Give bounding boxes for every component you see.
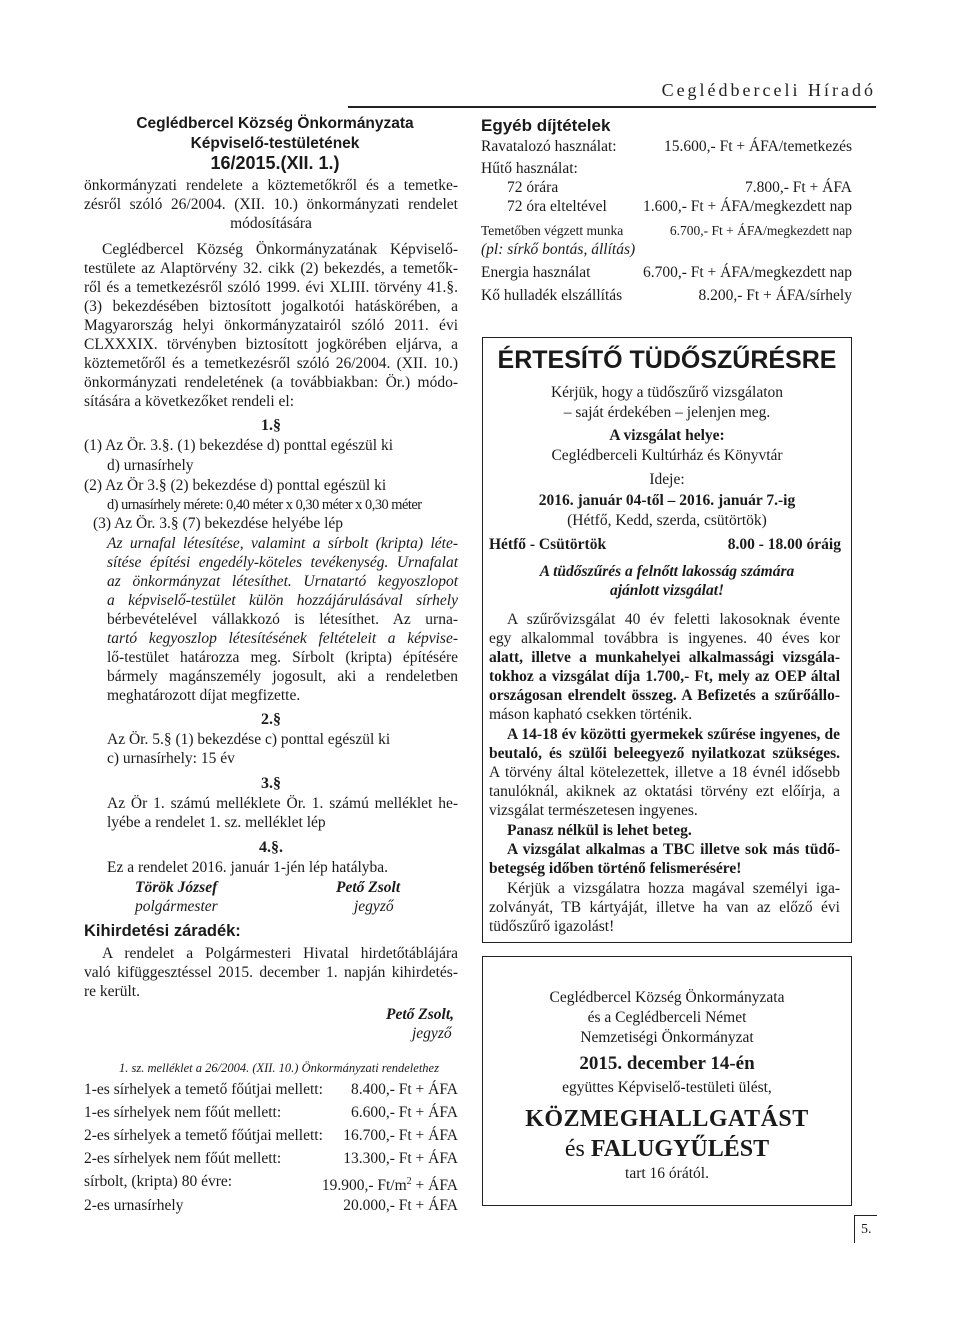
screening-request-2: – saját érdekében – jelenjen meg. [563,404,771,421]
announcement-line: re került. [84,983,140,1000]
hearing-date: 2015. december 14-én [579,1053,755,1074]
decree-issuer-1: Ceglédbercel Község Önkormányzata [136,115,414,132]
fee-price: 15.600,- Ft + ÁFA/temetkezés [664,138,852,155]
section-1-text: Az urnafal létesítése, valamint a sírbolt (kripta) léte- [107,535,458,552]
fee-row [507,178,852,198]
announcement-line: való kifüggesztéssel 2015. december 1. napján kihirdetés- [84,964,458,981]
fee-price: 8.200,- Ft + ÁFA/sírhely [698,287,852,304]
screening-body-line: zolványát, TB kártyáját, illetve ha van az előző évi [489,899,840,916]
hearing-subtitle: együttes Képviselő-testületi ülést, [562,1079,772,1096]
fee-price: 1.600,- Ft + ÁFA/megkezdett nap [642,198,852,215]
signature-name-notary: Pető Zsolt [336,879,401,896]
annex-row-price: 20.000,- Ft + ÁFA [343,1197,458,1214]
annex-row-label: 1-es sírhelyek a temető főútjai mellett: [84,1081,323,1098]
annex-row [84,1080,458,1100]
screening-place-label: A vizsgálat helye: [609,427,725,444]
hearing-org-2: és a Ceglédberceli Német [587,1009,747,1026]
fee-label: Kő hulladék elszállítás [481,287,623,304]
section-1-text: meghatározott díjat megfizette. [107,687,301,704]
screening-body-line: A 14-18 év közötti gyermekek szűrése ingyenes, de [507,726,840,743]
screening-place: Ceglédberceli Kultúrház és Könyvtár [551,447,783,464]
publication-title: Ceglédberceli Híradó [661,80,876,100]
section-4-heading: 4.§. [259,839,283,856]
preamble-line: CLXXXIX. törvényben biztosított jogkörében eljárva, a [84,336,458,353]
announcement-signature-role: jegyző [412,1025,452,1042]
fee-label: Hűtő használat: [481,160,578,177]
page-number: 5. [861,1222,872,1237]
decree-issuer-2: Képviselő-testületének [190,135,360,152]
screening-body-line: Kérjük a vizsgálatra hozza magával személyi iga- [507,880,840,897]
preamble-line: sítására a következőket rendeli el: [84,393,295,410]
fee-row [481,137,852,157]
screening-body-line: tokhoz a vizsgálat díja 1.700,- Ft, mely az OEP által [489,668,840,685]
annex-row [84,1126,458,1146]
screening-body-line: A törvény által kötelezettek, illetve a 18 évnél idősebb [489,764,840,781]
decree-intro-line: önkormányzati rendelete a köztemetőkről és a temetke- [84,177,458,194]
fee-row [481,286,852,306]
screening-body-line: tüdőszűrő igazolást! [489,918,615,935]
annex-row-price: 16.700,- Ft + ÁFA [343,1127,458,1144]
screening-time-label: Ideje: [649,471,685,488]
section-1-line: (2) Az Ör 3.§ (2) bekezdése d) ponttal egészül ki [84,477,387,494]
annex-row-label: sírbolt, (kripta) 80 évre: [84,1173,233,1190]
screening-body-line: beutaló, és szülői beleegyező nyilatkozat szükséges. [489,745,840,762]
section-1-text: tartó kegyoszlop létesítésének feltételeit a képvise- [107,630,458,647]
signature-role-notary: jegyző [354,898,394,915]
section-1-line: d) urnasírhely mérete: 0,40 méter x 0,30 méter x 0,30 méter [107,497,422,513]
screening-body-line: Panasz nélkül is lehet beteg. [507,822,692,839]
screening-body-line: máson kapható csekken történik. [489,706,693,723]
section-1-text: bármely magánszemély jogosult, aki a rendeletben [107,668,458,685]
screening-request-1: Kérjük, hogy a tüdőszűrő vizsgálaton [550,384,783,401]
screening-days: (Hétfő, Kedd, szerda, csütörtök) [567,512,767,529]
fee-row [507,197,852,217]
fee-label: 72 óra elteltével [507,198,607,215]
hearing-main-2-prefix: és [564,1136,591,1162]
header-rule [348,106,876,108]
annex-caption: 1. sz. melléklet a 26/2004. (XII. 10.) Önkormányzati rendelethez [119,1061,439,1075]
hearing-time: tart 16 órától. [625,1165,709,1182]
signature-role-mayor: polgármester [135,898,218,915]
section-1-text: bérbevételével vállakkozó is létesíthet. Az urna- [107,611,458,628]
section-1-heading: 1.§ [261,417,281,434]
hearing-main-2 [482,1134,852,1164]
screening-hours-label: Hétfő - Csütörtök [489,536,607,553]
preamble-line: testülete az Alaptörvény 32. cikk (2) bekezdés, a temetők- [84,260,458,277]
fee-label: (pl: sírkő bontás, állítás) [481,241,636,258]
fee-row [481,240,852,260]
annex-row-price: 8.400,- Ft + ÁFA [350,1081,458,1098]
section-3-line: Az Ör 1. számú melléklete Ör. 1. számú melléklet he- [107,795,458,812]
annex-row [84,1103,458,1123]
screening-hours: 8.00 - 18.00 óráig [727,536,841,553]
announcement-signature-name: Pető Zsolt, [386,1006,455,1023]
screening-body-line: egy alkalommal továbbra is ingyenes. 40 éves kor [489,630,840,647]
preamble-line: Ceglédbercel Község Önkormányzatának Képviselő- [102,241,458,258]
annex-row [84,1172,458,1195]
annex-row-price: 6.600,- Ft + ÁFA [350,1104,458,1121]
annex-price-tail: + ÁFA [411,1177,458,1195]
screening-body-line: alatt, illetve a munkahelyei alkalmassági vizsgála- [489,649,840,666]
section-1-text: lő-testület határozza meg. Sírbolt (kripta) építésére [107,649,458,666]
fee-label: Temetőben végzett munka [481,223,624,238]
screening-body-line: betegség időben történő felismerésére! [489,860,742,877]
decree-intro-line: zésről szóló 26/2004. (XII. 10.) önkormányzati rendelet [84,196,458,213]
screening-recommend-2: ajánlott vizsgálat! [609,582,725,599]
section-2-line: Az Ör. 5.§ (1) bekezdése c) ponttal egészül ki [107,731,391,748]
annex-row-label: 2-es urnasírhely [84,1197,184,1214]
fee-row [481,222,852,240]
screening-dates: 2016. január 04-től – 2016. január 7.-ig [538,492,796,509]
section-2-line: c) urnasírhely: 15 év [107,750,235,767]
fee-label: Ravatalozó használat: [481,138,617,155]
signature-name-mayor: Török József [135,879,218,896]
preamble-line: (3) bekezdésében biztosított jogalkotói hatáskörében, a [84,298,458,315]
screening-body-line: vizsgálat természetesen ingyenes. [489,802,698,819]
screening-recommend-1: A tüdőszűrés a felnőtt lakosság számára [539,563,795,580]
fee-price: 7.800,- Ft + ÁFA [744,179,852,196]
fee-label: 72 órára [507,179,559,196]
section-4-line: Ez a rendelet 2016. január 1-jén lép hatályba. [107,859,389,876]
annex-row [84,1196,458,1216]
fee-label: Energia használat [481,264,591,281]
annex-row-price [322,1172,458,1196]
section-1-line: (1) Az Ör. 3.§. (1) bekezdése d) ponttal egészül ki [84,437,394,454]
section-1-text: a képviselő-testület külön hozzájárulásával sírhely [107,592,458,609]
preamble-line: ről és a temetkezésről szóló 1999. évi XLIII. törvény 41.§. [84,279,458,296]
screening-body-line: A szűrővizsgálat 40 év feletti lakosoknak évente [507,611,840,628]
section-2-heading: 2.§ [261,711,281,728]
announcement-line: A rendelet a Polgármesteri Hivatal hirdetőtáblájára [102,945,458,962]
announcement-title: Kihirdetési záradék: [84,922,241,940]
decree-number: 16/2015.(XII. 1.) [210,153,340,173]
hearing-main-2-word: FALUGYŰLÉST [590,1136,770,1162]
preamble-line: Magyarország helyi önkormányzatairól szóló 2011. évi [84,317,458,334]
section-1-line: (3) Az Ör. 3.§ (7) bekezdése helyébe lép [93,515,344,532]
preamble-line: önkormányzati rendeletének (a továbbiakban: Ör.) módo- [84,374,458,391]
screening-title: ÉRTESÍTŐ TÜDŐSZŰRÉSRE [497,346,837,374]
screening-body-line: A vizsgálat alkalmas a TBC illetve sok más tüdő- [507,841,840,858]
annex-price-unit-exponent: 2 [406,1176,412,1187]
decree-intro-line: módosítására [230,215,312,232]
fee-price: 6.700,- Ft + ÁFA/megkezdett nap [642,264,852,281]
fee-row [481,159,852,179]
preamble-line: köztemetőről és a temetkezésről szóló 26/2004. (XII. 10.) [84,355,458,372]
screening-hours-row [489,535,841,555]
section-1-text: az önkormányzat létesíthet. Urnatartó kegyoszlopot [107,573,458,590]
annex-row [84,1149,458,1169]
section-1-line: d) urnasírhely [107,457,194,474]
fee-row [481,263,852,283]
section-1-text: sítése építési engedély-köteles tevékenység. Urnafalat [107,554,458,571]
screening-body-line: tanulóknál, akiknek az oktatási törvény ezt előírja, a [489,783,840,800]
section-3-heading: 3.§ [261,775,281,792]
annex-row-label: 2-es sírhelyek a temető főútjai mellett: [84,1127,323,1144]
screening-body-line: országosan elrendelt összeg. A Befizetés a szűrőállo- [489,687,840,704]
fee-price: 6.700,- Ft + ÁFA/megkezdett nap [669,223,852,238]
fees-title: Egyéb díjtételek [481,116,611,135]
hearing-org-3: Nemzetiségi Önkormányzat [580,1029,754,1046]
annex-row-price: 13.300,- Ft + ÁFA [343,1150,458,1167]
annex-row-label: 2-es sírhelyek nem főút mellett: [84,1150,282,1167]
section-3-line: lyébe a rendelet 1. sz. melléklet lép [107,814,326,831]
hearing-org-1: Ceglédbercel Község Önkormányzata [549,989,785,1006]
annex-price-base: 19.900,- Ft/m [321,1177,407,1195]
hearing-main-1: KÖZMEGHALLGATÁST [525,1106,809,1132]
annex-row-label: 1-es sírhelyek nem főút mellett: [84,1104,282,1121]
